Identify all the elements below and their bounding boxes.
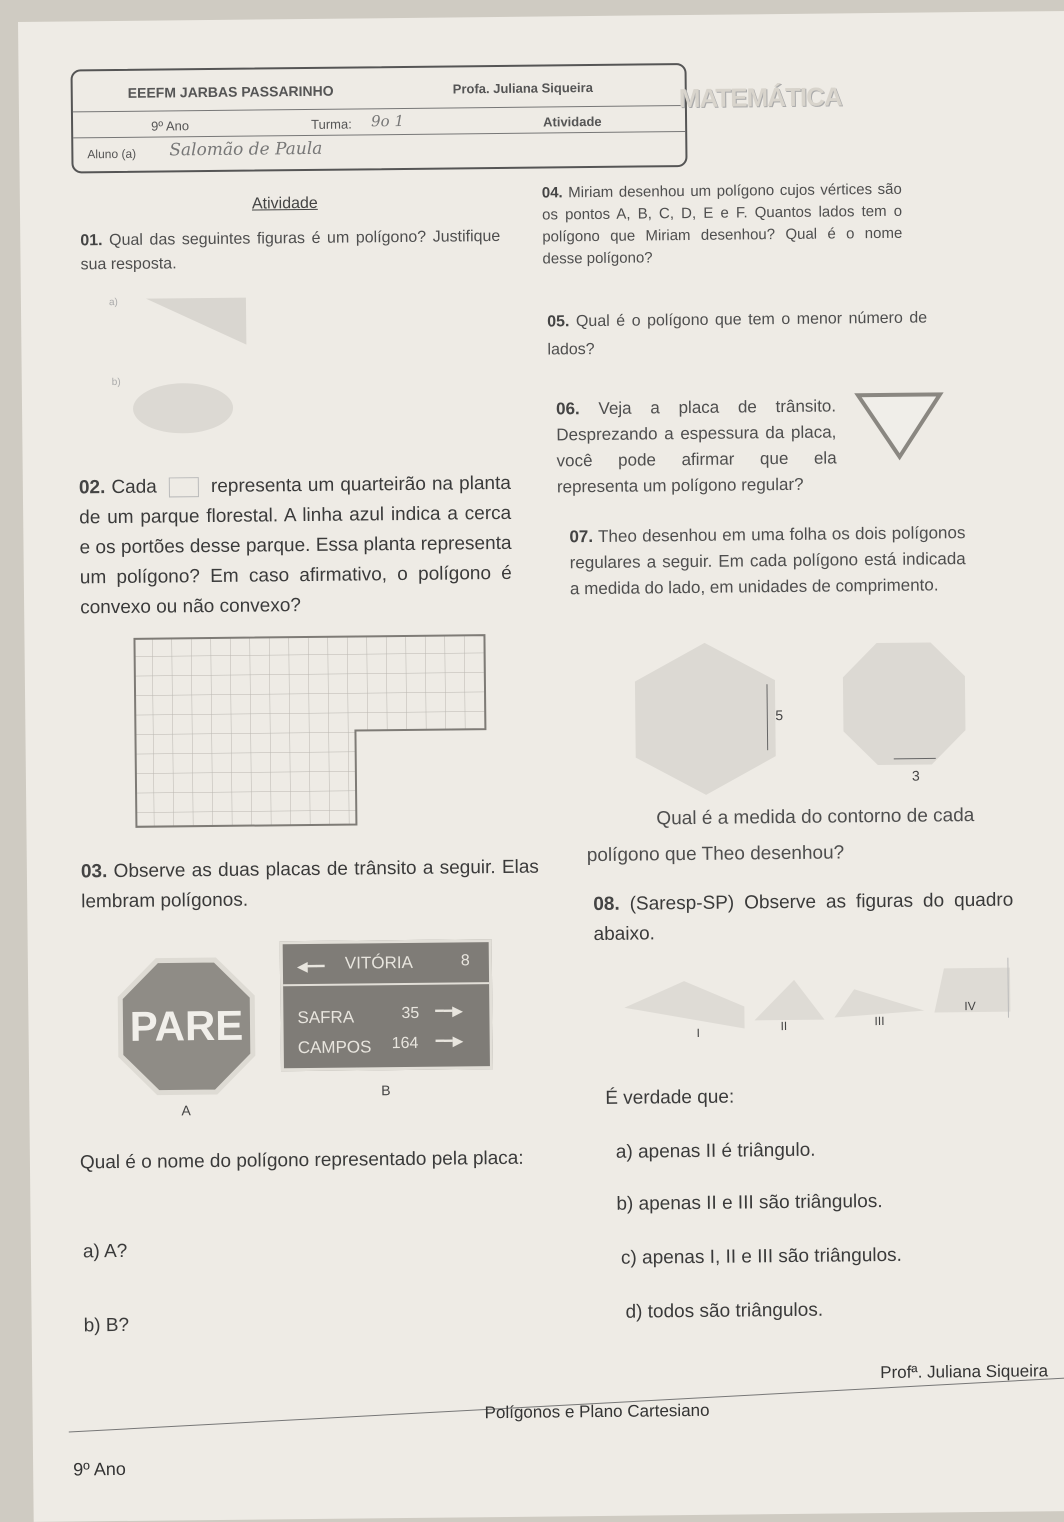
section-title: Atividade bbox=[252, 195, 318, 214]
question-03 bbox=[81, 853, 540, 918]
q06-number: 06. bbox=[556, 399, 580, 418]
sign-km-1: 8 bbox=[461, 952, 470, 970]
yield-sign-triangle bbox=[854, 390, 945, 461]
q08-option-d: d) todos são triângulos. bbox=[625, 1296, 823, 1328]
block-square-icon bbox=[169, 477, 199, 497]
q03-question: Qual é o nome do polígono representado pela placa: bbox=[80, 1138, 580, 1183]
q08-option-a: a) apenas II é triângulo. bbox=[616, 1136, 816, 1168]
saresp-figures-box bbox=[624, 948, 1025, 1052]
sign-a-label: A bbox=[181, 1102, 191, 1118]
q02-text-pre: Cada bbox=[111, 477, 157, 498]
q07-text: Theo desenhou em uma folha os dois polígonos regulares a seguir. Em cada polígono está indicada a medida do lado, em unidades de comprimento. bbox=[570, 523, 966, 598]
question-08 bbox=[593, 886, 1014, 950]
student-label: Aluno (a) bbox=[87, 147, 136, 162]
activity-label: Atividade bbox=[543, 114, 602, 130]
q07-number: 07. bbox=[569, 527, 593, 546]
q04-number: 04. bbox=[542, 184, 563, 201]
q05-number: 05. bbox=[547, 313, 569, 330]
q05-text: Qual é o polígono que tem o menor número de lados? bbox=[547, 309, 927, 358]
q01-option-b: b) bbox=[112, 377, 121, 388]
question-02 bbox=[79, 469, 513, 624]
q03-option-b: b) B? bbox=[84, 1311, 130, 1341]
footer-grade: 9º Ano bbox=[73, 1459, 126, 1481]
q07-question: Qual é a medida do contorno de cada polígono que Theo desenhou? bbox=[586, 798, 987, 874]
question-07 bbox=[569, 520, 966, 602]
hexagon-figure bbox=[625, 638, 797, 800]
q06-text: Veja a placa de trânsito. Desprezando a espessura da placa, você pode afirmar que ela representa um polígono regular? bbox=[556, 396, 836, 496]
worksheet-page bbox=[18, 11, 1064, 1522]
sign-city-1: VITÓRIA bbox=[345, 953, 413, 974]
q01-figure-b-ellipse bbox=[128, 378, 239, 439]
arrow-right-icon: ━━▶ bbox=[436, 1032, 464, 1049]
class-value: 9o 1 bbox=[371, 112, 404, 130]
q03-text: Observe as duas placas de trânsito a seguir. Elas lembram polígonos. bbox=[81, 857, 539, 913]
teacher-name: Profa. Juliana Siqueira bbox=[453, 80, 593, 96]
sign-city-3: CAMPOS bbox=[298, 1037, 372, 1058]
footer-teacher: Profª. Juliana Siqueira bbox=[880, 1361, 1048, 1383]
q08-prompt: É verdade que: bbox=[605, 1083, 734, 1114]
arrow-left-icon: ◀━━ bbox=[297, 958, 325, 975]
q02-text: representa um quarteirão na planta de um parque florestal. A linha azul indica a cerca e os portões desse parque. Essa planta representa um polígono? Em caso afirmativo, o polígono é convexo ou não convexo? bbox=[79, 473, 512, 619]
q08-option-c: c) apenas I, II e III são triângulos. bbox=[621, 1241, 902, 1274]
sign-km-3: 164 bbox=[392, 1035, 419, 1053]
q08-text: (Saresp-SP) Observe as figuras do quadro abaixo. bbox=[593, 890, 1013, 945]
figure-label-III: III bbox=[874, 1014, 884, 1028]
arrow-right-icon: ━━▶ bbox=[435, 1002, 463, 1019]
hex-side-label: 5 bbox=[775, 707, 783, 723]
q01-text: Qual das seguintes figuras é um polígono? Justifique sua resposta. bbox=[80, 228, 500, 273]
q03-number: 03. bbox=[81, 861, 108, 882]
oct-side-label: 3 bbox=[912, 768, 920, 784]
question-04 bbox=[542, 179, 903, 271]
school-name: EEEFM JARBAS PASSARINHO bbox=[128, 83, 334, 101]
q08-option-b: b) apenas II e III são triângulos. bbox=[616, 1187, 882, 1220]
question-06 bbox=[556, 393, 837, 500]
sign-city-2: SAFRA bbox=[297, 1008, 354, 1029]
math-logo: MATEMÁTICA bbox=[679, 81, 842, 114]
footer-topic: Polígonos e Plano Cartesiano bbox=[484, 1401, 709, 1423]
stop-sign-octagon bbox=[116, 956, 257, 1097]
park-grid-figure bbox=[132, 633, 494, 829]
sign-km-2: 35 bbox=[401, 1005, 419, 1023]
question-05 bbox=[547, 304, 928, 364]
grade-label: 9º Ano bbox=[151, 118, 189, 133]
q08-number: 08. bbox=[593, 894, 620, 915]
student-name: Salomão de Paula bbox=[169, 139, 322, 161]
question-01 bbox=[80, 225, 500, 277]
q01-option-a: a) bbox=[109, 297, 118, 308]
q03-option-a: a) A? bbox=[83, 1237, 128, 1267]
hex-side-marker bbox=[767, 684, 768, 750]
figure-label-IV: IV bbox=[964, 999, 975, 1013]
q01-figure-a-triangle bbox=[141, 290, 252, 351]
oct-side-marker bbox=[890, 748, 940, 785]
q01-number: 01. bbox=[80, 232, 102, 249]
class-label: Turma: bbox=[311, 117, 352, 132]
figure-label-II: II bbox=[780, 1019, 787, 1033]
stop-sign-text: PARE bbox=[129, 1002, 243, 1050]
sign-b-label: B bbox=[381, 1082, 391, 1098]
q04-text: Miriam desenhou um polígono cujos vértices são os pontos A, B, C, D, E e F. Quantos lados tem o polígono que Miriam desenhou? Qual é o nome desse polígono? bbox=[542, 181, 902, 268]
q02-number: 02. bbox=[79, 477, 106, 498]
destination-sign bbox=[280, 939, 493, 1071]
figure-label-I: I bbox=[697, 1026, 700, 1040]
header-box bbox=[70, 63, 687, 173]
